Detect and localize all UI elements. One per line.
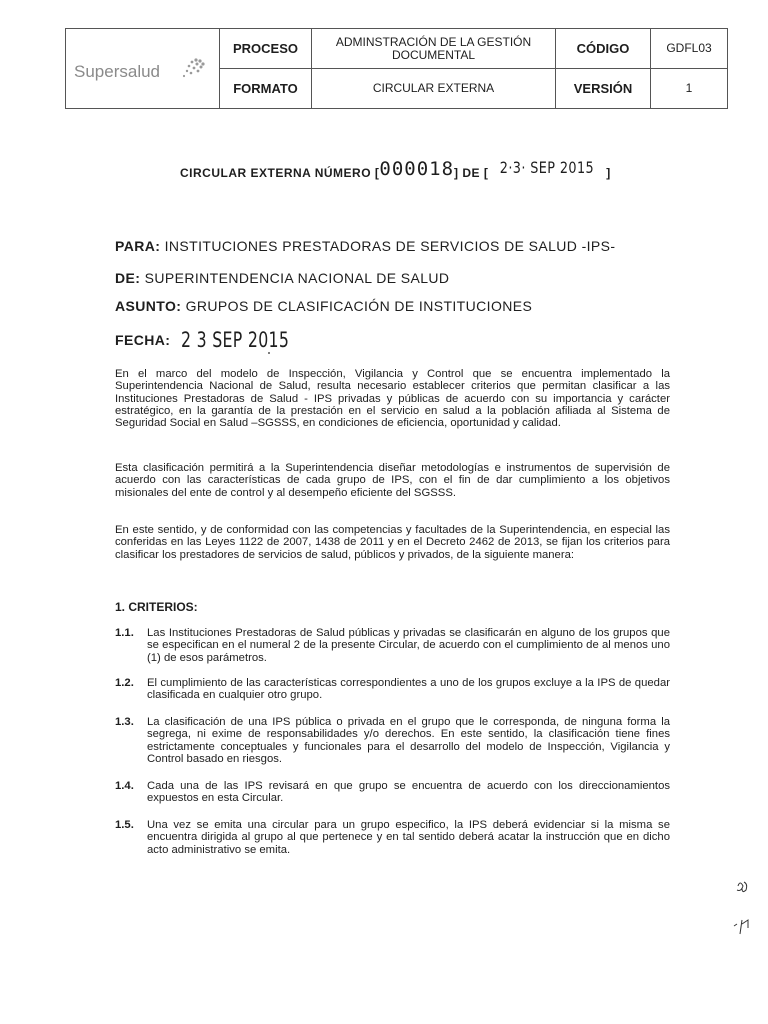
circular-title-middle: ] DE [ bbox=[454, 166, 489, 180]
formato-label: FORMATO bbox=[220, 69, 312, 109]
asunto-line bbox=[115, 298, 532, 314]
criterio-item bbox=[115, 819, 670, 856]
criterio-item bbox=[115, 716, 670, 765]
document-header-table bbox=[65, 28, 728, 109]
de-value: SUPERINTENDENCIA NACIONAL DE SALUD bbox=[144, 270, 450, 286]
criterio-item bbox=[115, 627, 670, 664]
circular-title bbox=[180, 160, 700, 182]
de-label: DE: bbox=[115, 270, 141, 286]
criterio-text: Las Instituciones Prestadoras de Salud públicas y privadas se clasificarán en alguno de los grupos que se especifican en el numeral 2 de la presente Circular, de acuerdo con el cumplimiento de al menos uno (1) de esos parámetros. bbox=[147, 627, 670, 664]
asunto-value: GRUPOS DE CLASIFICACIÓN DE INSTITUCIONES bbox=[185, 298, 533, 314]
criterio-item bbox=[115, 780, 670, 805]
circular-number: 000018 bbox=[379, 158, 455, 180]
criterio-number: 1.5. bbox=[115, 819, 134, 831]
para-line bbox=[115, 238, 615, 254]
handwritten-margin-mark bbox=[730, 878, 768, 938]
version-label: VERSIÓN bbox=[556, 69, 651, 109]
de-line bbox=[115, 270, 449, 286]
logo-cell bbox=[66, 29, 220, 109]
proceso-value: ADMINSTRACIÓN DE LA GESTIÓN DOCUMENTAL bbox=[312, 29, 556, 69]
criterio-number: 1.4. bbox=[115, 780, 134, 792]
supersalud-logo-icon bbox=[178, 54, 208, 82]
criterio-number: 1.3. bbox=[115, 716, 134, 728]
circular-title-suffix: ] bbox=[606, 166, 611, 180]
proceso-label: PROCESO bbox=[220, 29, 312, 69]
paragraph-1: En el marco del modelo de Inspección, Vigilancia y Control que se encuentra implementado la Superintendencia Nacional de Salud, resulta necesario establecer criterios que permitan clasificar a las Instituciones Prestadoras de Salud - IPS privadas y públicas de acuerdo con su importancia y carácter estratégico, en la garantía de la prestación en el servicio en salud a la población afiliada al Sistema de Seguridad Social en Salud –SGSSS, en condiciones de eficiencia, oportunidad y calidad. bbox=[115, 368, 670, 430]
circular-date-stamp: 2·3· SEP 2015 bbox=[500, 158, 595, 177]
asunto-label: ASUNTO: bbox=[115, 298, 182, 314]
circular-title-prefix: CIRCULAR EXTERNA NÚMERO [ bbox=[180, 166, 380, 180]
criterio-text: Cada una de las IPS revisará en que grupo se encuentra de acuerdo con los direccionamientos expuestos en esta Circular. bbox=[147, 780, 670, 805]
formato-value: CIRCULAR EXTERNA bbox=[312, 69, 556, 109]
version-value: 1 bbox=[651, 69, 728, 109]
section-title: 1. CRITERIOS: bbox=[115, 600, 198, 614]
supersalud-logo-text: Supersalud bbox=[74, 62, 161, 81]
paragraph-2: Esta clasificación permitirá a la Superintendencia diseñar metodologías e instrumentos de supervisión de acuerdo con las características de cada grupo de IPS, con el fin de dar cumplimiento a los objetivos misionales del ente de control y al desempeño eficiente del SGSSS. bbox=[115, 462, 670, 499]
criterio-number: 1.2. bbox=[115, 677, 134, 689]
codigo-label: CÓDIGO bbox=[556, 29, 651, 69]
fecha-stamp: 2 3 SEP 2015 bbox=[180, 328, 289, 352]
codigo-value: GDFL03 bbox=[651, 29, 728, 69]
para-label: PARA: bbox=[115, 238, 161, 254]
criterio-text: Una vez se emita una circular para un grupo especifico, la IPS deberá evidenciar si la misma se encuentra dirigida al grupo al que pertenece y en tal sentido deberá acatar la instrucción que en dicho acto administrativo se emita. bbox=[147, 819, 670, 856]
criterio-text: La clasificación de una IPS pública o privada en el grupo que le corresponda, de ninguna forma la segrega, ni exime de responsabilidades y/o derechos. En este sentido, la clasificación tiene fines estrictamente conceptuales y funcionales para el desarrollo del modelo de Inspección, Vigilancia y Control basado en riesgos. bbox=[147, 716, 670, 765]
paragraph-3: En este sentido, y de conformidad con las competencias y facultades de la Superintendencia, en especial las conferidas en las Leyes 1122 de 2007, 1438 de 2011 y en el Decreto 2462 de 2013, se fijan los criterios para clasificar los prestadores de servicios de salud, públicos y privados, de la siguiente manera: bbox=[115, 524, 670, 561]
criterio-item bbox=[115, 677, 670, 702]
criterio-text: El cumplimiento de las características correspondientes a uno de los grupos excluye a la IPS de quedar clasificada en cualquier otro grupo. bbox=[147, 677, 670, 702]
fecha-label: FECHA: bbox=[115, 332, 171, 348]
criterio-number: 1.1. bbox=[115, 627, 134, 639]
stray-mark bbox=[268, 352, 270, 354]
para-value: INSTITUCIONES PRESTADORAS DE SERVICIOS DE SALUD -IPS- bbox=[164, 238, 616, 254]
fecha-line bbox=[115, 326, 325, 350]
